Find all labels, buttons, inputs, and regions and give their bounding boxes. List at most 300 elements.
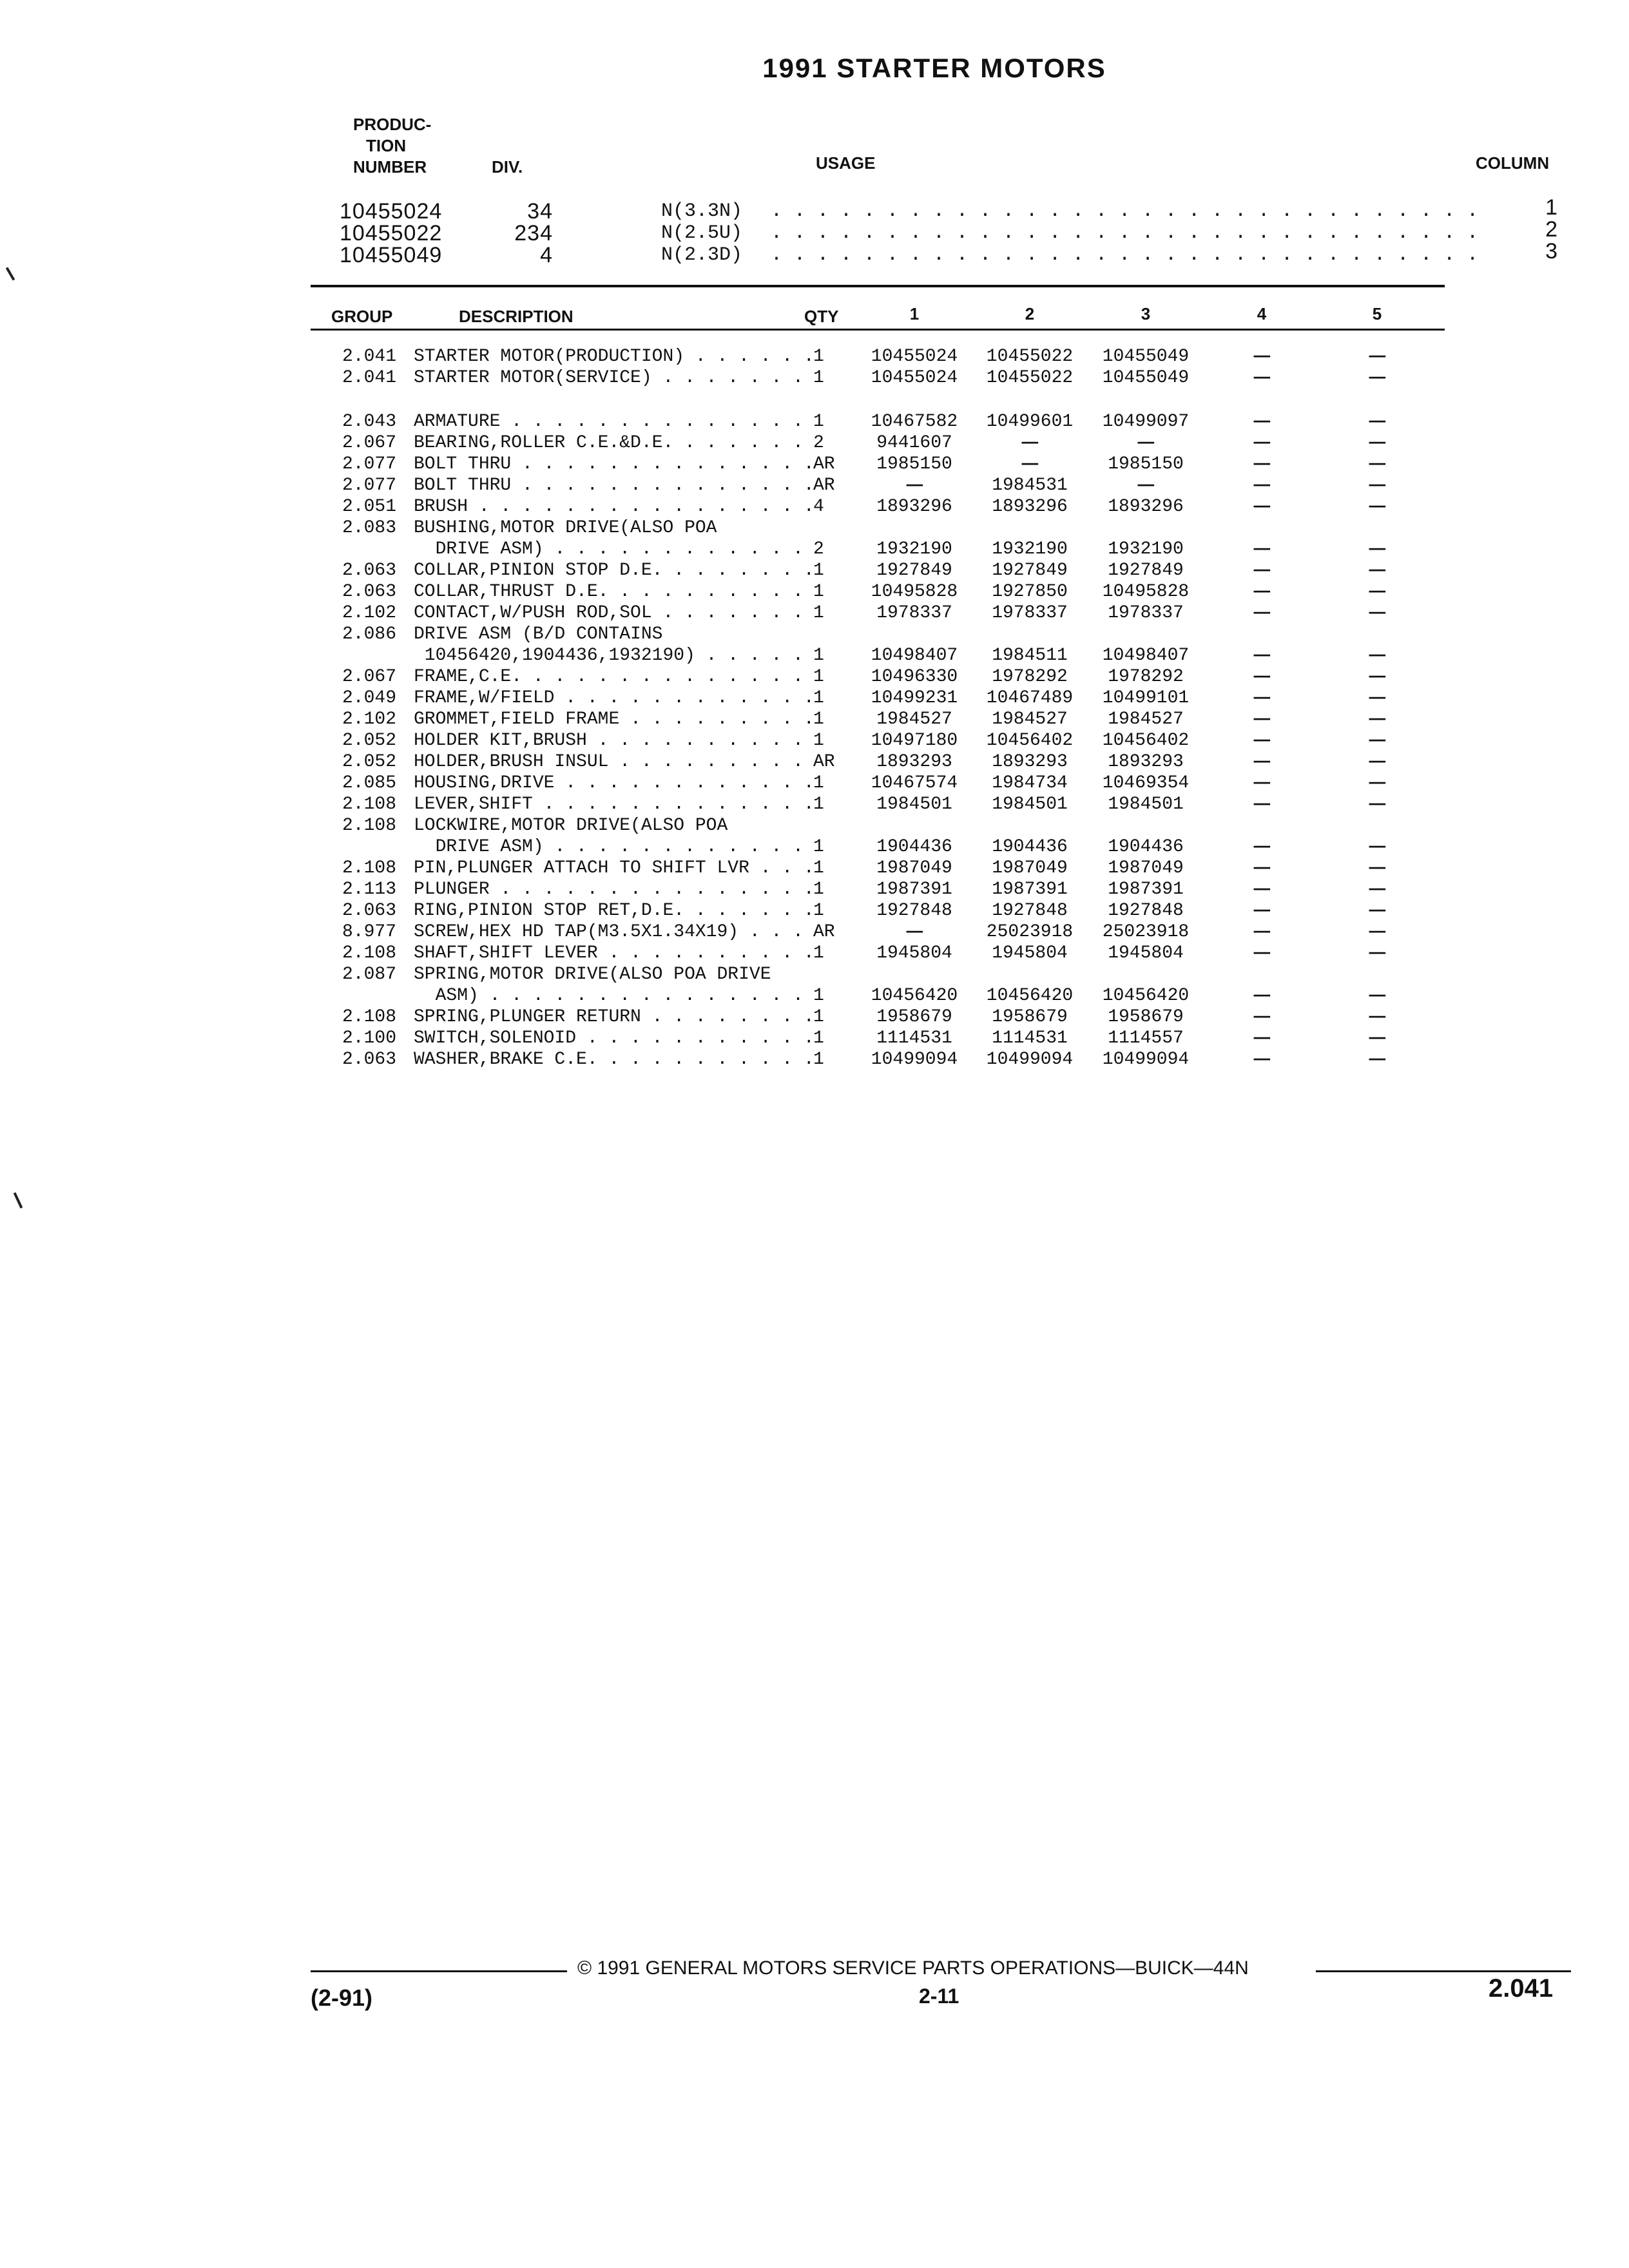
- dash-mark: —: [1137, 433, 1154, 453]
- description: [414, 752, 812, 772]
- header-production-l2: TION: [366, 136, 407, 155]
- not-applicable-cell: [965, 433, 1094, 453]
- quantity: 1: [813, 837, 824, 857]
- description-text: SHAFT,SHIFT LEVER: [414, 943, 598, 963]
- part-number: 1927848: [992, 901, 1068, 921]
- part-number: 1945804: [992, 943, 1068, 963]
- footer-copyright: © 1991 GENERAL MOTORS SERVICE PARTS OPERATIONS—BUICK—44N: [577, 1957, 1249, 1979]
- dash-mark: —: [906, 476, 923, 495]
- not-applicable-cell: [1313, 986, 1441, 1006]
- part-number: 1978337: [1108, 603, 1184, 623]
- dash-mark: —: [1253, 667, 1270, 687]
- not-applicable-cell: [1197, 901, 1326, 921]
- dash-mark: —: [1369, 603, 1385, 623]
- dot-leader: [673, 433, 812, 453]
- dot-leader: [771, 200, 1492, 222]
- dash-mark: —: [1253, 752, 1270, 772]
- dash-mark: —: [1253, 709, 1270, 729]
- dot-leader: [738, 922, 812, 942]
- table-header-col-3: 3: [1141, 304, 1151, 323]
- table-row: [0, 347, 1629, 368]
- not-applicable-cell: [1197, 752, 1326, 772]
- part-number: 1987049: [876, 858, 952, 878]
- description-text: HOUSING,DRIVE: [414, 773, 555, 793]
- not-applicable-cell: [1313, 603, 1441, 623]
- description-text: DRIVE ASM (B/D CONTAINS: [414, 624, 663, 644]
- dot-leader: [608, 752, 812, 772]
- part-number: 10499094: [986, 1050, 1074, 1070]
- production-usage: N(3.3N): [661, 200, 743, 222]
- not-applicable-cell: [1081, 433, 1210, 453]
- dash-mark: —: [1253, 922, 1270, 942]
- not-applicable-cell: [1197, 476, 1326, 495]
- table-header-col-2: 2: [1025, 304, 1035, 323]
- description-text: DRIVE ASM): [414, 837, 544, 857]
- description: [414, 603, 812, 623]
- not-applicable-cell: [1197, 688, 1326, 708]
- dot-leader: [641, 1007, 812, 1027]
- production-div: 234: [514, 221, 553, 245]
- part-number: 10467582: [871, 412, 958, 432]
- dot-leader: [652, 603, 812, 623]
- part-number: 1958679: [876, 1007, 952, 1027]
- table-row: [0, 816, 1629, 837]
- description: [414, 731, 812, 751]
- dot-leader: [771, 244, 1492, 266]
- header-production-l1: PRODUC-: [353, 115, 432, 134]
- quantity: 1: [813, 347, 824, 367]
- part-number: 1114531: [992, 1028, 1068, 1048]
- part-number: 10497180: [871, 731, 958, 751]
- dash-mark: —: [1253, 603, 1270, 623]
- table-row: [0, 412, 1629, 433]
- dash-mark: —: [1253, 539, 1270, 559]
- part-number: 1893296: [1108, 497, 1184, 517]
- table-row: [0, 561, 1629, 582]
- description-text: SPRING,PLUNGER RETURN: [414, 1007, 641, 1027]
- not-applicable-cell: [1197, 879, 1326, 899]
- part-number: 1927850: [992, 582, 1068, 602]
- header-div: DIV.: [492, 157, 523, 177]
- description: [414, 773, 812, 793]
- group-number: 2.041: [342, 347, 396, 367]
- part-number: 1987391: [992, 879, 1068, 899]
- dot-leader: [554, 688, 812, 708]
- part-number: 1932190: [1108, 539, 1184, 559]
- group-number: 2.108: [342, 794, 396, 814]
- table-row: [0, 582, 1629, 603]
- part-number: 10498407: [1102, 646, 1190, 666]
- dash-mark: —: [1369, 901, 1385, 921]
- part-number: 10467489: [986, 688, 1074, 708]
- part-number: 1927849: [1108, 561, 1184, 581]
- quantity: 1: [813, 858, 824, 878]
- part-number: 1958679: [992, 1007, 1068, 1027]
- description: [414, 646, 812, 666]
- not-applicable-cell: [1197, 347, 1326, 367]
- table-row: [0, 476, 1629, 497]
- not-applicable-cell: [1197, 858, 1326, 878]
- part-number: 10499231: [871, 688, 958, 708]
- production-column: 2: [1545, 217, 1558, 242]
- dot-leader: [598, 1050, 812, 1070]
- dash-mark: —: [1369, 709, 1385, 729]
- description-text: LOCKWIRE,MOTOR DRIVE(ALSO POA: [414, 816, 728, 836]
- quantity: 1: [813, 1028, 824, 1048]
- description-text: RING,PINION STOP RET,D.E.: [414, 901, 685, 921]
- quantity: 1: [813, 794, 824, 814]
- dash-mark: —: [1369, 1007, 1385, 1027]
- dot-leader: [684, 347, 812, 367]
- dot-leader: [576, 1028, 812, 1048]
- quantity: 1: [813, 646, 824, 666]
- part-number: 10498407: [871, 646, 958, 666]
- dash-mark: —: [1369, 1050, 1385, 1070]
- table-row: [0, 433, 1629, 454]
- dot-leader: [544, 539, 812, 559]
- group-number: 2.077: [342, 454, 396, 474]
- table-row: [0, 368, 1629, 389]
- not-applicable-cell: [1313, 497, 1441, 517]
- dot-leader: [554, 773, 812, 793]
- quantity: 1: [813, 582, 824, 602]
- production-number: 10455049: [340, 243, 443, 267]
- not-applicable-cell: [1197, 539, 1326, 559]
- dot-leader: [684, 901, 812, 921]
- not-applicable-cell: [1313, 347, 1441, 367]
- not-applicable-cell: [1313, 539, 1441, 559]
- production-number: 10455022: [340, 221, 443, 245]
- not-applicable-cell: [1313, 879, 1441, 899]
- dash-mark: —: [1021, 433, 1038, 453]
- group-number: 2.041: [342, 368, 396, 388]
- dash-mark: —: [1253, 794, 1270, 814]
- description-text: FRAME,C.E.: [414, 667, 523, 687]
- not-applicable-cell: [1313, 667, 1441, 687]
- footer-line-right: [1316, 1970, 1571, 1972]
- description-text: BOLT THRU: [414, 454, 512, 474]
- description: [414, 709, 812, 729]
- part-number: 10499097: [1102, 412, 1190, 432]
- part-number: 1978337: [992, 603, 1068, 623]
- description: [414, 901, 812, 921]
- table-header-col-4: 4: [1257, 304, 1267, 323]
- not-applicable-cell: [1313, 368, 1441, 388]
- not-applicable-cell: [1313, 901, 1441, 921]
- description-text: STARTER MOTOR(SERVICE): [414, 368, 652, 388]
- dot-leader: [652, 368, 812, 388]
- dash-mark: —: [1253, 943, 1270, 963]
- scan-mark: [6, 267, 15, 280]
- dash-mark: —: [1369, 837, 1385, 857]
- group-number: 2.063: [342, 1050, 396, 1070]
- part-number: 10456420: [986, 986, 1074, 1006]
- quantity: AR: [813, 922, 835, 942]
- part-number: 10455024: [871, 347, 958, 367]
- quantity: 1: [813, 773, 824, 793]
- dot-leader: [511, 454, 812, 474]
- part-number: 10469354: [1102, 773, 1190, 793]
- part-number: 1978292: [1108, 667, 1184, 687]
- table-row: [0, 1028, 1629, 1050]
- footer-section: 2.041: [1489, 1974, 1554, 2003]
- group-number: 2.108: [342, 816, 396, 836]
- dash-mark: —: [1253, 582, 1270, 602]
- not-applicable-cell: [1313, 476, 1441, 495]
- header-production-l3: NUMBER: [353, 157, 427, 177]
- not-applicable-cell: [1313, 837, 1441, 857]
- table-row: [0, 965, 1629, 986]
- description: [414, 986, 812, 1006]
- dash-mark: —: [1369, 943, 1385, 963]
- part-number: 1984501: [992, 794, 1068, 814]
- part-number: 1984511: [992, 646, 1068, 666]
- description-text: SWITCH,SOLENOID: [414, 1028, 577, 1048]
- divider-top: [311, 285, 1445, 287]
- divider-header: [311, 329, 1445, 331]
- part-number: 1978292: [992, 667, 1068, 687]
- group-number: 2.087: [342, 965, 396, 985]
- table-row: [0, 709, 1629, 731]
- dot-leader: [500, 412, 812, 432]
- dash-mark: —: [1369, 582, 1385, 602]
- dash-mark: —: [1253, 412, 1270, 432]
- dash-mark: —: [1253, 347, 1270, 367]
- group-number: 2.052: [342, 752, 396, 772]
- table-header-col-5: 5: [1372, 304, 1382, 323]
- table-row: [0, 646, 1629, 667]
- part-number: 1945804: [876, 943, 952, 963]
- not-applicable-cell: [1313, 858, 1441, 878]
- description-text: ASM): [414, 986, 479, 1006]
- part-number: 1904436: [992, 837, 1068, 857]
- description-text: COLLAR,PINION STOP D.E.: [414, 561, 663, 581]
- not-applicable-cell: [1313, 752, 1441, 772]
- description: [414, 539, 812, 559]
- dash-mark: —: [1253, 688, 1270, 708]
- dash-mark: —: [1369, 922, 1385, 942]
- dot-leader: [468, 497, 812, 517]
- quantity: 1: [813, 688, 824, 708]
- description: [414, 1007, 812, 1027]
- not-applicable-cell: [1081, 476, 1210, 495]
- part-number: 1984501: [876, 794, 952, 814]
- description: [414, 1050, 812, 1070]
- footer-date: (2-91): [311, 1984, 373, 2011]
- dot-leader: [749, 858, 812, 878]
- dash-mark: —: [1369, 539, 1385, 559]
- part-number: 1984501: [1108, 794, 1184, 814]
- quantity: 1: [813, 603, 824, 623]
- description-text: DRIVE ASM): [414, 539, 544, 559]
- quantity: AR: [813, 454, 835, 474]
- dash-mark: —: [1253, 773, 1270, 793]
- production-div: 34: [527, 199, 553, 224]
- description-text: SPRING,MOTOR DRIVE(ALSO POA DRIVE: [414, 965, 771, 985]
- group-number: 2.049: [342, 688, 396, 708]
- part-number: 1985150: [1108, 454, 1184, 474]
- table-row: [0, 922, 1629, 943]
- dash-mark: —: [1369, 688, 1385, 708]
- group-number: 2.063: [342, 582, 396, 602]
- dash-mark: —: [1369, 794, 1385, 814]
- production-column: 1: [1545, 195, 1558, 220]
- production-usage: N(2.5U): [661, 222, 743, 244]
- header-usage: USAGE: [816, 153, 876, 173]
- part-number: 1893293: [1108, 752, 1184, 772]
- part-number: 10455049: [1102, 368, 1190, 388]
- table-header-col-1: 1: [909, 304, 920, 323]
- dot-leader: [490, 879, 812, 899]
- group-number: 2.051: [342, 497, 396, 517]
- table-row: [0, 986, 1629, 1007]
- description-text: GROMMET,FIELD FRAME: [414, 709, 620, 729]
- production-number: 10455024: [340, 199, 443, 224]
- dot-leader: [587, 731, 812, 751]
- group-number: 2.100: [342, 1028, 396, 1048]
- not-applicable-cell: [1313, 646, 1441, 666]
- dot-leader: [511, 476, 812, 495]
- description: [414, 837, 812, 857]
- not-applicable-cell: [1313, 454, 1441, 474]
- quantity: 2: [813, 433, 824, 453]
- not-applicable-cell: [1197, 582, 1326, 602]
- quantity: 1: [813, 879, 824, 899]
- not-applicable-cell: [1197, 412, 1326, 432]
- group-number: 2.108: [342, 943, 396, 963]
- description: [414, 412, 812, 432]
- group-number: 2.102: [342, 603, 396, 623]
- part-number: 10455022: [986, 347, 1074, 367]
- group-number: 2.113: [342, 879, 396, 899]
- not-applicable-cell: [1197, 943, 1326, 963]
- dash-mark: —: [1369, 368, 1385, 388]
- part-number: 1932190: [992, 539, 1068, 559]
- part-number: 1984531: [992, 476, 1068, 495]
- description-text: HOLDER KIT,BRUSH: [414, 731, 587, 751]
- part-number: 10499601: [986, 412, 1074, 432]
- part-number: 1893296: [876, 497, 952, 517]
- dash-mark: —: [906, 922, 923, 942]
- dash-mark: —: [1369, 986, 1385, 1006]
- part-number: 10456420: [871, 986, 958, 1006]
- not-applicable-cell: [965, 454, 1094, 474]
- part-number: 1904436: [1108, 837, 1184, 857]
- not-applicable-cell: [1313, 943, 1441, 963]
- not-applicable-cell: [1197, 1050, 1326, 1070]
- part-number: 1893293: [876, 752, 952, 772]
- quantity: 1: [813, 986, 824, 1006]
- quantity: 1: [813, 709, 824, 729]
- part-number: 1987391: [876, 879, 952, 899]
- dash-mark: —: [1369, 412, 1385, 432]
- description: [414, 518, 812, 538]
- not-applicable-cell: [1197, 646, 1326, 666]
- group-number: 2.083: [342, 518, 396, 538]
- quantity: 1: [813, 368, 824, 388]
- part-number: 1984527: [992, 709, 1068, 729]
- dash-mark: —: [1253, 858, 1270, 878]
- dash-mark: —: [1253, 433, 1270, 453]
- dash-mark: —: [1253, 368, 1270, 388]
- part-number: 10499101: [1102, 688, 1190, 708]
- dot-leader: [662, 561, 812, 581]
- description-text: WASHER,BRAKE C.E.: [414, 1050, 598, 1070]
- dash-mark: —: [1369, 347, 1385, 367]
- part-number: 10467574: [871, 773, 958, 793]
- group-number: 2.086: [342, 624, 396, 644]
- quantity: 1: [813, 561, 824, 581]
- not-applicable-cell: [850, 476, 979, 495]
- table-row: [0, 794, 1629, 816]
- dash-mark: —: [1369, 858, 1385, 878]
- dot-leader: [522, 667, 812, 687]
- not-applicable-cell: [1197, 837, 1326, 857]
- group-number: 2.052: [342, 731, 396, 751]
- not-applicable-cell: [1197, 667, 1326, 687]
- table-row: [0, 901, 1629, 922]
- description-text: PLUNGER: [414, 879, 490, 899]
- not-applicable-cell: [850, 922, 979, 942]
- part-number: 1927848: [1108, 901, 1184, 921]
- not-applicable-cell: [1197, 433, 1326, 453]
- quantity: 4: [813, 497, 824, 517]
- table-row: [0, 518, 1629, 539]
- dash-mark: —: [1369, 433, 1385, 453]
- dash-mark: —: [1253, 731, 1270, 751]
- not-applicable-cell: [1197, 1028, 1326, 1048]
- part-number: 10499094: [871, 1050, 958, 1070]
- not-applicable-cell: [1313, 731, 1441, 751]
- table-row: [0, 1050, 1629, 1071]
- part-number: 1984734: [992, 773, 1068, 793]
- dot-leader: [619, 709, 812, 729]
- not-applicable-cell: [1197, 709, 1326, 729]
- quantity: 1: [813, 731, 824, 751]
- table-row: [0, 752, 1629, 773]
- description: [414, 879, 812, 899]
- part-number: 1985150: [876, 454, 952, 474]
- part-number: 1114557: [1108, 1028, 1184, 1048]
- dash-mark: —: [1253, 646, 1270, 666]
- part-number: 1927848: [876, 901, 952, 921]
- description-text: BRUSH: [414, 497, 468, 517]
- description: [414, 624, 812, 644]
- dash-mark: —: [1369, 646, 1385, 666]
- part-number: 1987049: [992, 858, 1068, 878]
- quantity: 1: [813, 1007, 824, 1027]
- not-applicable-cell: [1313, 1050, 1441, 1070]
- production-div: 4: [540, 243, 553, 267]
- description-text: FRAME,W/FIELD: [414, 688, 555, 708]
- group-number: 2.067: [342, 667, 396, 687]
- group-number: 2.063: [342, 901, 396, 921]
- description: [414, 497, 812, 517]
- not-applicable-cell: [1197, 1007, 1326, 1027]
- footer-page: 2-11: [919, 1984, 959, 2008]
- part-number: 9441607: [876, 433, 952, 453]
- dash-mark: —: [1137, 476, 1154, 495]
- group-number: 2.063: [342, 561, 396, 581]
- description: [414, 858, 812, 878]
- dash-mark: —: [1253, 476, 1270, 495]
- not-applicable-cell: [1197, 368, 1326, 388]
- description-text: SCREW,HEX HD TAP(M3.5X1.34X19): [414, 922, 739, 942]
- part-number: 1978337: [876, 603, 952, 623]
- description: [414, 368, 812, 388]
- table-row: [0, 943, 1629, 965]
- part-number: 10495828: [1102, 582, 1190, 602]
